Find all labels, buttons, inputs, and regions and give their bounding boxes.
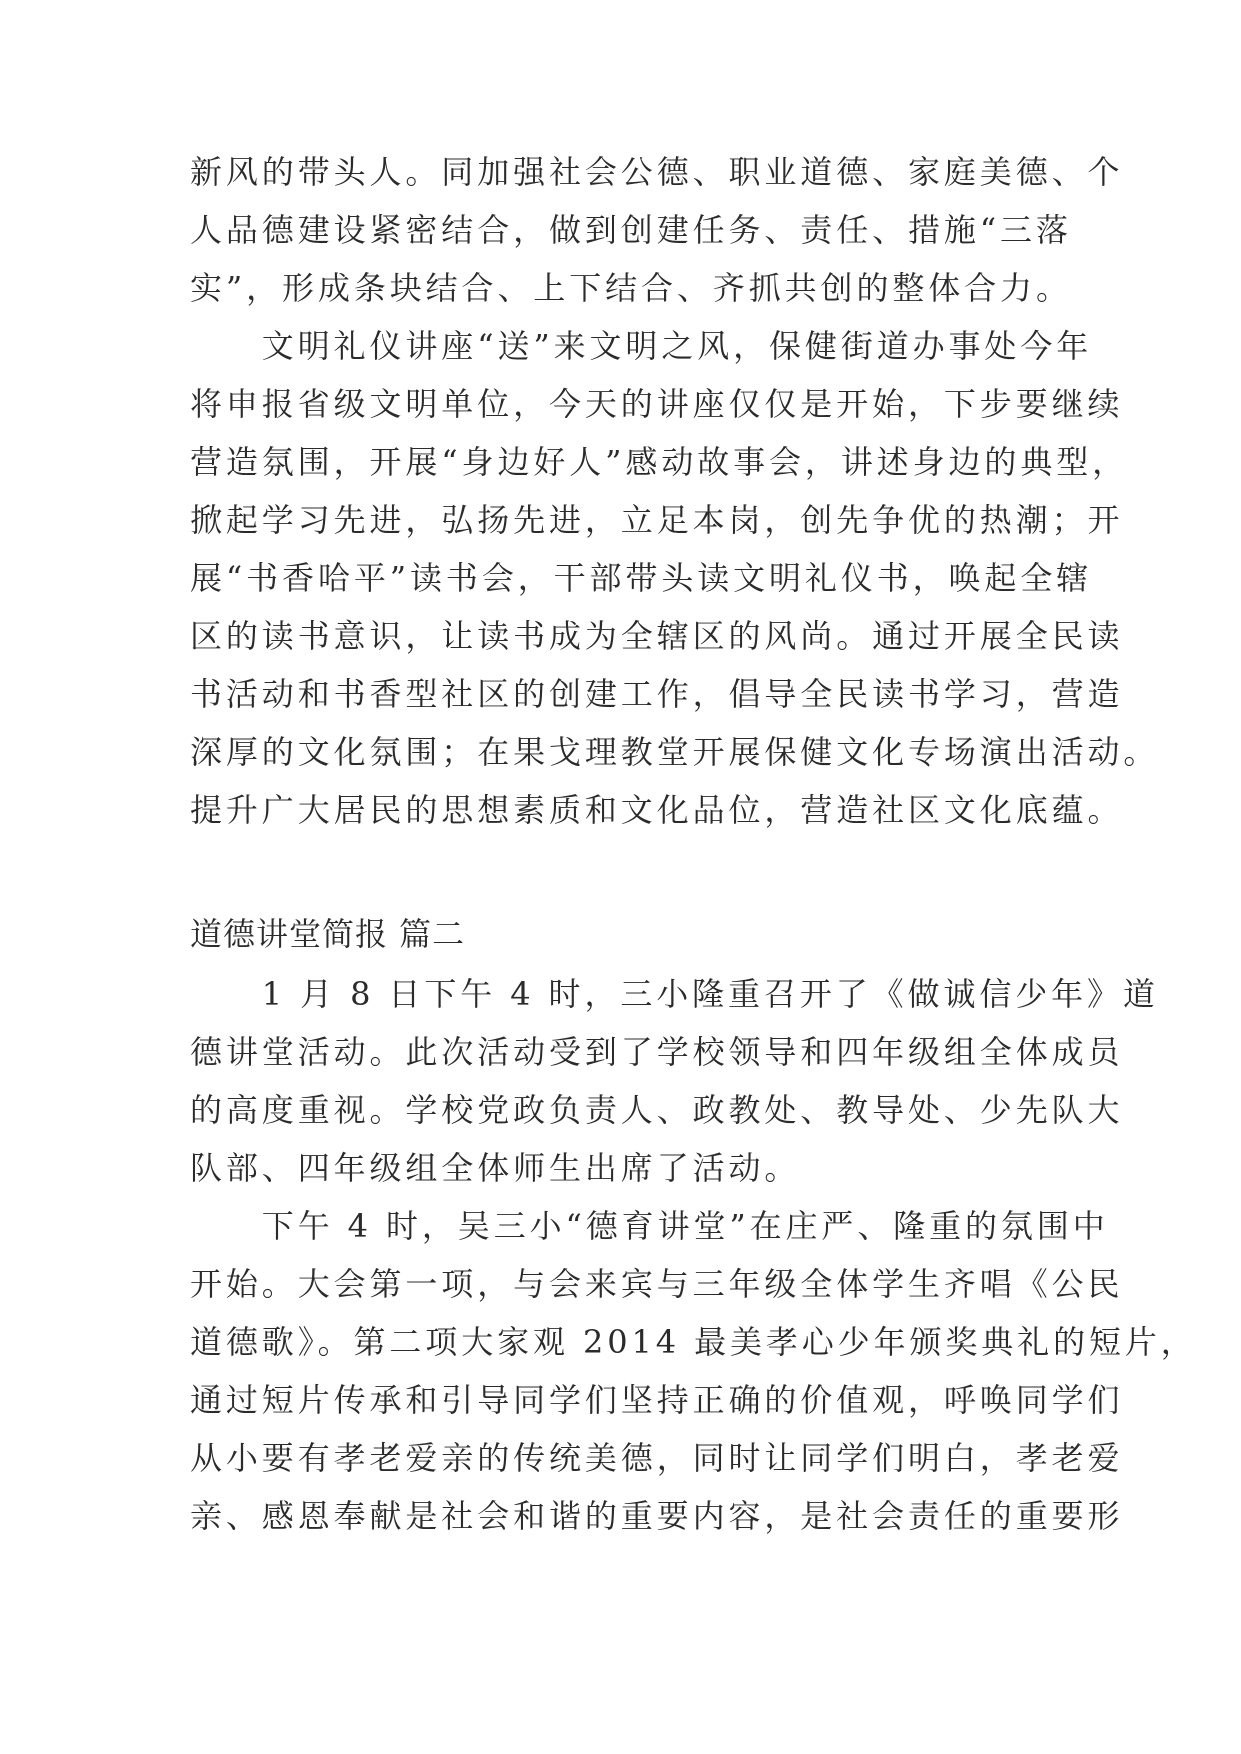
text-line: 开始。大会第一项，与会来宾与三年级全体学生齐唱《公民	[190, 1265, 1124, 1303]
text-line: 深厚的文化氛围；在果戈理教堂开展保健文化专场演出活动。	[190, 733, 1160, 771]
section-heading: 道德讲堂简报 篇二	[190, 915, 466, 953]
text-line: 新风的带头人。同加强社会公德、职业道德、家庭美德、个	[190, 153, 1124, 191]
text-line: 通过短片传承和引导同学们坚持正确的价值观，呼唤同学们	[190, 1381, 1124, 1419]
text-line: 队部、四年级组全体师生出席了活动。	[190, 1149, 801, 1187]
text-line: 营造氛围，开展“身边好人”感动故事会，讲述身边的典型，	[190, 443, 1129, 481]
text-line: 道德歌》。第二项大家观 2014 最美孝心少年颁奖典礼的短片，	[190, 1323, 1197, 1361]
text-line: 亲、感恩奉献是社会和谐的重要内容，是社会责任的重要形	[190, 1497, 1124, 1535]
text-line: 的高度重视。学校党政负责人、政教处、教导处、少先队大	[190, 1091, 1124, 1129]
text-line: 文明礼仪讲座“送”来文明之风，保健街道办事处今年	[190, 327, 1093, 365]
text-line: 德讲堂活动。此次活动受到了学校领导和四年级组全体成员	[190, 1033, 1124, 1071]
text-line: 展“书香哈平”读书会，干部带头读文明礼仪书，唤起全辖	[190, 559, 1093, 597]
text-line: 从小要有孝老爱亲的传统美德，同时让同学们明白，孝老爱	[190, 1439, 1124, 1477]
text-line: 1 月 8 日下午 4 时，三小隆重召开了《做诚信少年》道	[190, 975, 1159, 1013]
text-line: 将申报省级文明单位，今天的讲座仅仅是开始，下步要继续	[190, 385, 1124, 423]
text-line: 区的读书意识，让读书成为全辖区的风尚。通过开展全民读	[190, 617, 1124, 655]
text-line: 提升广大居民的思想素质和文化品位，营造社区文化底蕴。	[190, 791, 1124, 829]
text-line: 书活动和书香型社区的创建工作，倡导全民读书学习，营造	[190, 675, 1124, 713]
text-line: 掀起学习先进，弘扬先进，立足本岗，创先争优的热潮；开	[190, 501, 1124, 539]
text-line: 下午 4 时，吴三小“德育讲堂”在庄严、隆重的氛围中	[190, 1207, 1109, 1245]
text-line: 实”，形成条块结合、上下结合、齐抓共创的整体合力。	[190, 269, 1072, 307]
text-line: 人品德建设紧密结合，做到创建任务、责任、措施“三落	[190, 211, 1072, 249]
